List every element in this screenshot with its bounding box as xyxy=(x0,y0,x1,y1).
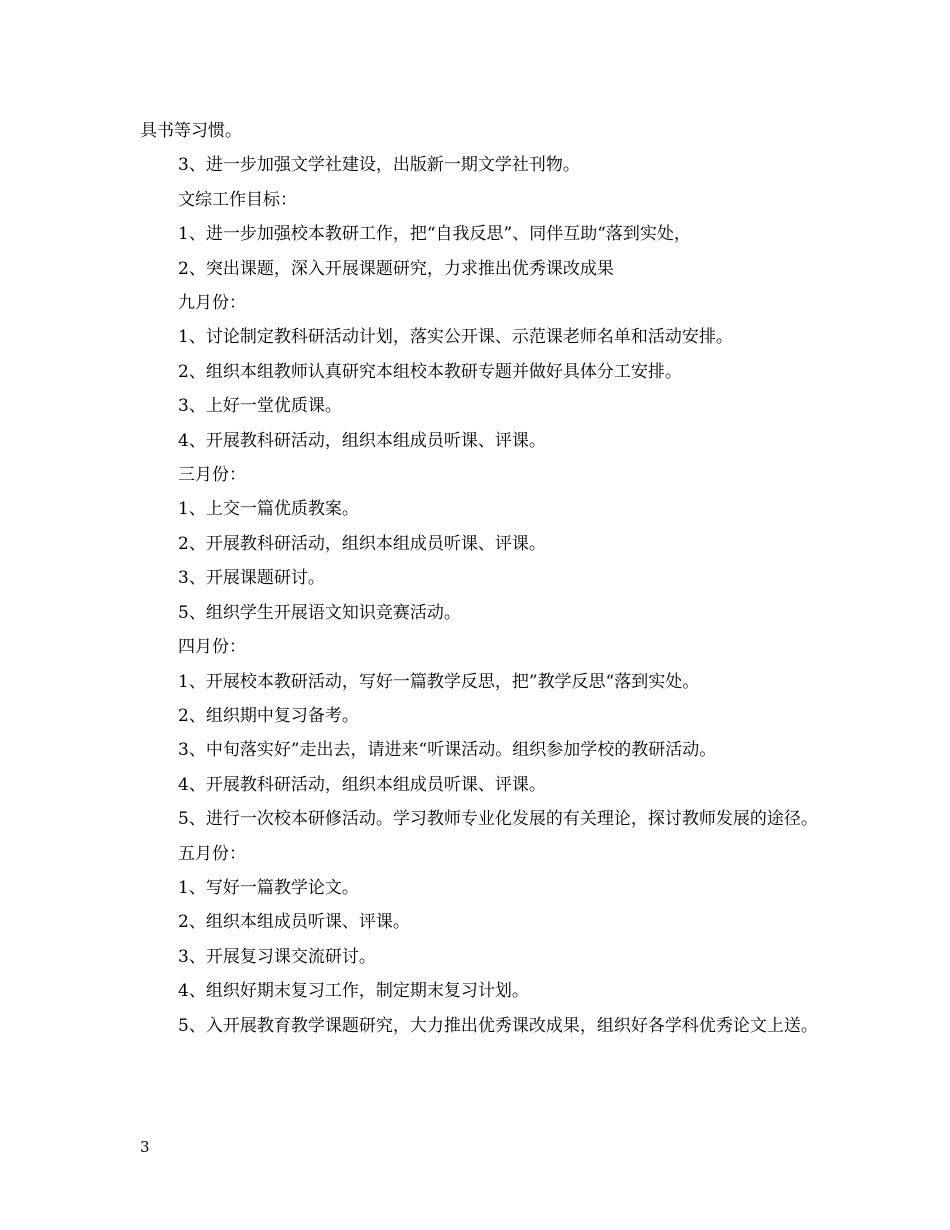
paragraph: 3、上好一堂优质课。 xyxy=(178,396,342,417)
section-heading: 三月份： xyxy=(178,465,246,486)
paragraph: 1、写好一篇教学论文。 xyxy=(178,877,359,898)
paragraph: 2、组织本组成员听课、评课。 xyxy=(178,912,410,933)
paragraph: 5、组织学生开展语文知识竞赛活动。 xyxy=(178,602,461,623)
section-heading: 四月份： xyxy=(178,637,246,658)
paragraph: 3、中旬落实好”走出去，请进来“听课活动。组织参加学校的教研活动。 xyxy=(178,740,717,761)
paragraph: 1、进一步加强校本教研工作，把“自我反思”、同伴互助“落到实处， xyxy=(178,224,691,245)
paragraph: 2、组织本组教师认真研究本组校本教研专题并做好具体分工安排。 xyxy=(178,361,682,382)
paragraph: 2、开展教科研活动，组织本组成员听课、评课。 xyxy=(178,533,546,554)
paragraph: 4、开展教科研活动，组织本组成员听课、评课。 xyxy=(178,430,546,451)
paragraph: 1、开展校本教研活动，写好一篇教学反思，把”教学反思“落到实处。 xyxy=(178,671,700,692)
section-heading: 九月份： xyxy=(178,293,246,314)
section-heading: 五月份： xyxy=(178,843,246,864)
paragraph: 4、开展教科研活动，组织本组成员听课、评课。 xyxy=(178,774,546,795)
paragraph: 5、进行一次校本研修活动。学习教师专业化发展的有关理论，探讨教师发展的途径。 xyxy=(178,809,818,830)
paragraph: 5、入开展教育教学课题研究，大力推出优秀课改成果，组织好各学科优秀论文上送。 xyxy=(178,1015,818,1036)
paragraph: 3、开展复习课交流研讨。 xyxy=(178,946,376,967)
document-body xyxy=(140,114,820,1043)
paragraph: 具书等习惯。 xyxy=(140,121,242,141)
paragraph: 1、上交一篇优质教案。 xyxy=(178,499,359,520)
paragraph: 3、开展课题研讨。 xyxy=(178,568,325,589)
paragraph: 2、组织期中复习备考。 xyxy=(178,705,359,726)
page-number: 3 xyxy=(140,1138,150,1156)
paragraph: 2、突出课题，深入开展课题研究，力求推出优秀课改成果 xyxy=(178,258,614,279)
paragraph: 3、进一步加强文学社建设，出版新一期文学社刊物。 xyxy=(178,155,580,176)
paragraph: 1、讨论制定教科研活动计划，落实公开课、示范课老师名单和活动安排。 xyxy=(178,327,733,348)
paragraph: 4、组织好期末复习工作，制定期末复习计划。 xyxy=(178,981,529,1002)
section-heading: 文综工作目标： xyxy=(178,189,297,210)
